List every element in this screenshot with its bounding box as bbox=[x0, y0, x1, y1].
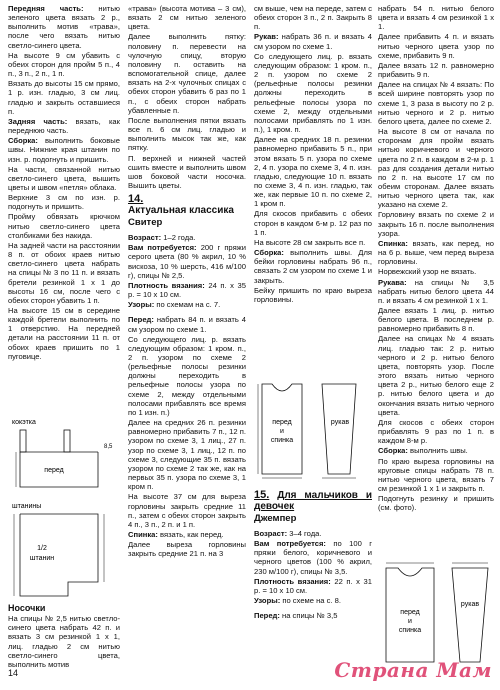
label-rukav: рукав bbox=[460, 601, 480, 608]
section-title: 14. Актуальная классика bbox=[128, 193, 234, 217]
section-15 bbox=[254, 486, 372, 621]
paragraph: На высоте 9 см убавить с обеих сторон для пройм 5 п., 4 п., 3 п., 2 п., 1 п. bbox=[8, 50, 120, 79]
watermark-logo: Страна Мам bbox=[334, 658, 492, 682]
paragraph: Возраст: 3–4 года. bbox=[254, 529, 322, 538]
paragraph: Далее на спицах № 4 вязать лиц. гладью так: 2 р. нитью черного и 2 р. нитью белого цвета, повторять узор. После этого вязать нитью черного цвета 2 р., нитью белого еще 2 р. нитью белого цвета и до окончания вязать нитью черного цвета. bbox=[378, 334, 494, 417]
paragraph: Для скосов прибавить с обеих сторон в каждом 6-м р. 12 раз по 1 п. bbox=[254, 209, 372, 237]
noski-section bbox=[8, 600, 120, 670]
paragraph: На высоте 8 см от начала по сторонам для пройм вязать нитью коричневого и черного цвета по 2 п. в каждом в 2-м р. 1 раз для создания детали нитью по 2 п. на высоте 17 см по обеим сторонам. Далее вязать нитью черного цвета так, как указано на схеме 2. bbox=[378, 127, 494, 210]
paragraph: На задней части на расстоянии 8 п. от обоих краев нитью светло-синего цвета набрать на спицы № 3 по 11 п. и вязать бретели резинкой 1 x 1 до высоты 16 см, после чего с обеих сторон убавить 1 п. bbox=[8, 240, 120, 305]
jumper-diagram bbox=[380, 558, 496, 668]
paragraph: Возраст: 1–2 года. bbox=[128, 233, 196, 243]
paragraph: Горловину вязать по схеме 2 и закрыть 16 п. после выполнения узора. bbox=[378, 210, 494, 238]
paragraph: Далее выполнить пятку: половину п. перевести на чулочную спицу, вторую половину п. оставить на вспомогательной спице, далее вязать на 2-х чулочных спицах с обеих сторон убавить 6 раз по 1 п., с обеих сторон набрать убавленные п. bbox=[128, 32, 246, 115]
label-spinka: спинка bbox=[398, 627, 422, 634]
label-i: и bbox=[408, 618, 412, 625]
paragraph: Передняя часть: нитью зеленого цвета вязать 2 р., выполнить мотив «трава», после чего вязать нитью светло-синего цвета. bbox=[8, 4, 120, 50]
paragraph: Сборка: выполнить боковые швы. Нижние края штанин по изн. р. подогнуть и пришить. bbox=[8, 136, 120, 164]
section-heading: Носочки bbox=[8, 603, 46, 613]
section-subtitle: Джемпер bbox=[254, 513, 297, 524]
label-pered: перед bbox=[400, 609, 420, 616]
paragraph: Сборка: выполнить швы. Для бейки горловины набрать 96 п., связать 2 см узором по схеме 1 и закрыть. bbox=[254, 248, 372, 285]
paragraph: Норвежский узор не вязать. bbox=[378, 267, 477, 277]
paragraph: На высоте 28 см закрыть все п. bbox=[254, 237, 366, 247]
paragraph: Далее на спицах № 4 вязать: По всей ширине повторять узор по схеме 1, 3 раза в высоту по 2 р. нитью черного и 2 р. нитью белого цвета, далее по схеме 2. bbox=[378, 80, 494, 126]
paragraph: Плотность вязания: 24 п. x 35 р. = 10 x 10 см. bbox=[128, 280, 246, 300]
paragraph: Перед: набрать 84 п. и вязать 4 см узором по схеме 1. bbox=[128, 315, 246, 334]
paragraph: Бейку пришить по краю выреза горловины. bbox=[254, 285, 372, 304]
paragraph: П. верхней и нижней частей сшить вместе и выполнить швом шов боковой части носочка. Вышить цветы. bbox=[128, 153, 246, 190]
page-number: 14 bbox=[8, 668, 19, 678]
paragraph: Подогнуть резинку и пришить (см. фото). bbox=[378, 494, 494, 513]
label-pered: перед bbox=[272, 419, 292, 426]
paragraph: Спинка: вязать, как перед. bbox=[128, 529, 224, 539]
paragraph: Вязать до высоты 15 см прямо, 1 р. изн. гладью, 3 см лиц. гладью и закрыть оставшиеся п. bbox=[8, 79, 120, 116]
paragraph: Далее прибавить 4 п. и вязать нитью черного цвета узор по схеме, прибавить 9 п. bbox=[378, 32, 494, 60]
paragraph: Рукава: на спицы № 3,5 набрать нитью белого цвета 44 п. и вязать 4 см резинкой 1 x 1. bbox=[378, 277, 494, 305]
label-shtanin: штанин bbox=[29, 555, 55, 562]
label-rukav: рукав bbox=[330, 419, 350, 426]
paragraph: По краю выреза горловины на круговые спицы набрать 78 п. нитью черного цвета, вязать 7 см резинкой 1 x 1 и закрыть п. bbox=[378, 456, 494, 493]
column-2 bbox=[128, 4, 246, 559]
paragraph: Для скосов с обеих сторон прибавлять 9 раз по 1 п. в каждом 8-м р. bbox=[378, 417, 494, 446]
paragraph: Далее на средних 26 п. резинки равномерно прибавить 7 п., 12 п. узором по схеме 3, 1 лиц., 27 п. узор по схеме 3, 1 лиц., 12 п. по схеме 3, следующие 35 п. вязать узором по схеме 2 так же, как на первых 35 п. узора по схеме 3, 1 кром п. bbox=[128, 418, 246, 492]
column-4 bbox=[378, 4, 494, 513]
paragraph: Верхние 3 см по изн. р. подогнуть и пришить. bbox=[8, 193, 120, 212]
label-shtaniny: штанины bbox=[12, 503, 42, 510]
column-3 bbox=[254, 4, 372, 305]
paragraph: Со следующего лиц. р. вязать следующим образом: 1 кром. п., 2 п. узором по схеме 2 (рельефные полосы резинки должны переходить в рельефные полосы узора по схеме 2, между отдельными полосами прибавлять все время по 1 изн. п.) bbox=[128, 334, 246, 417]
sweater-diagram bbox=[254, 376, 372, 482]
paragraph: Сборка: выполнить швы. bbox=[378, 446, 468, 456]
paragraph: На спицы № 2,5 нитью светло-синего цвета набрать 42 п. и вязать 3 см резинкой 1 x 1, лиц. гладью 2 см нитью светло-синего цвета, выполнить мотив bbox=[8, 614, 120, 669]
paragraph: На высоте 37 см для выреза горловины закрыть средние 11 п., затем с обеих сторон закрыть 4 п., 3 п., 2 п. и 1 п. bbox=[128, 492, 246, 529]
dimension-label: 8,5 bbox=[104, 444, 113, 450]
paragraph: Плотность вязания: 22 п. x 31 р. = 10 x 10 см. bbox=[254, 576, 372, 595]
paragraph: На части, связанной нитью светло-синего цвета, вышить цветы и швом «петля» облака. bbox=[8, 164, 120, 192]
paragraph: После выполнения пятки вязать все п. 6 см лиц. гладью и выполнить мысок так же, как пятку. bbox=[128, 115, 246, 153]
paragraph: Со следующего лиц. р. вязать следующим образом: 1 кром. п., 2 п. узором по схеме 2 (рельефные полосы резинки должны переходить в рельефные полосы узора по схеме 2, между отдельными полосами прибавлять по 1 изн. п.), 1 кром. п. bbox=[254, 51, 372, 135]
paragraph: Далее вязать 1 лиц. р. нитью белого цвета. В последнем р. равномерно прибавить 8 п. bbox=[378, 306, 494, 334]
section-title: 15. Для мальчиков и девочек bbox=[254, 489, 372, 512]
column-1 bbox=[8, 4, 120, 362]
label-spinka: спинка bbox=[270, 437, 294, 444]
paragraph: На высоте 15 см в середине каждой бретели выполнить по 1 отверстию. На передней детали на расстоянии 11 п. от обоих краев пришить по 1 пуговице. bbox=[8, 306, 120, 361]
paragraph: Узоры: по схемам на с. 7. bbox=[128, 300, 221, 310]
label-pered: перед bbox=[44, 467, 64, 474]
paragraph: Далее выреза горловины закрыть средние 21 п. на 3 bbox=[128, 540, 246, 559]
paragraph: Рукав: набрать 36 п. и вязать 4 см узором по схеме 1. bbox=[254, 32, 372, 51]
paragraph: «трава» (высота мотива – 3 см), вязать 2 см нитью зеленого цвета. bbox=[128, 4, 246, 32]
paragraph: Вам потребуется: 200 г пряжи серого цвета (80 % акрил, 10 % вискоза, 10 % шерсть, 416 м/100 г), спицы № 2,5. bbox=[128, 243, 246, 280]
section-subtitle: Свитер bbox=[128, 217, 163, 229]
label-i: и bbox=[280, 428, 284, 435]
overalls-diagram bbox=[6, 412, 122, 598]
paragraph: Вам потребуется: по 100 г пряжи белого, коричневого и черного цветов (100 % акрил, 230 м/100 г), спицы № 3,5. bbox=[254, 539, 372, 576]
label-kokethka: кокэтка bbox=[12, 419, 36, 426]
paragraph: см выше, чем на переде, затем с обеих сторон 3 п., 2 п. Закрыть 8 п. bbox=[254, 4, 372, 32]
paragraph: Далее вязать 12 п. равномерно прибавить 9 п. bbox=[378, 60, 494, 80]
paragraph: Пройму обвязать крючком нитью светло-синего цвета столбиками без накида. bbox=[8, 212, 120, 240]
paragraph: Узоры: по схеме на с. 8. bbox=[254, 596, 341, 606]
paragraph: Далее на средних 18 п. резинки равномерно прибавить 5 п., при этом вязать 5 п. узора по схеме 2, 4 п. узора по схеме 3, 4 п. изн. гладью, следующие 10 п. вязать по схеме 3, 4 п. изн. гладью, так же, как первые 10 п. по схеме 2, 1 кром п. bbox=[254, 135, 372, 209]
paragraph: Спинка: вязать, как перед, но на 6 р. выше, чем перед выреза горловины. bbox=[378, 238, 494, 267]
paragraph: Перед: на спицы № 3,5 bbox=[254, 611, 338, 621]
label-half: 1/2 bbox=[37, 545, 47, 552]
paragraph: Задняя часть: вязать, как переднюю часть. bbox=[8, 116, 120, 136]
paragraph: набрать 54 п. нитью белого цвета и вязать 4 см резинкой 1 x 1. bbox=[378, 4, 494, 32]
